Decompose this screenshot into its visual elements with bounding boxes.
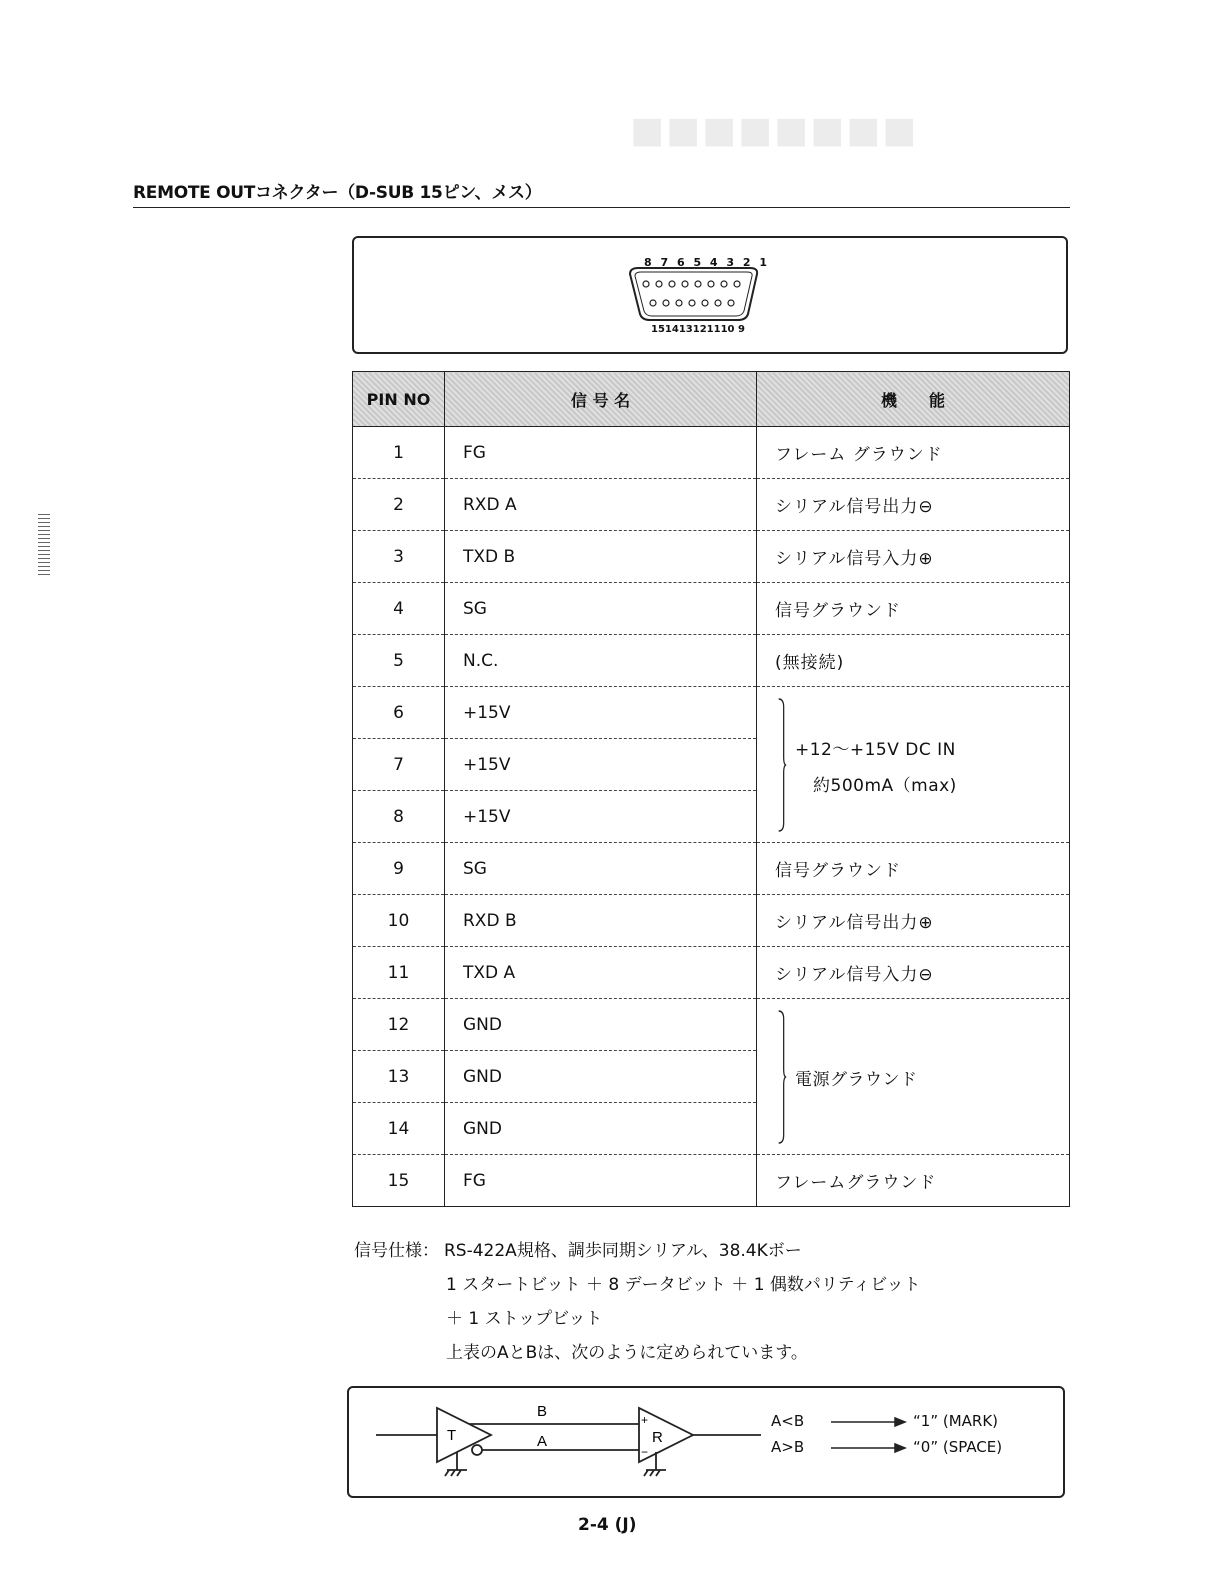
table-row [353, 687, 1070, 739]
spec-line-4: 上表のAとBは、次のように定められています。 [446, 1343, 808, 1363]
power-ground-group [757, 999, 1070, 1155]
function: シリアル信号出力⊖ [757, 479, 1070, 531]
power-input-group [757, 687, 1070, 843]
table-row [353, 1155, 1070, 1207]
spec-line-1: RS-422A規格、調歩同期シリアル、38.4Kボー [444, 1241, 802, 1261]
signal-name: RXD A [445, 479, 757, 531]
minus-input-label: − [641, 1445, 649, 1459]
margin-tick-marks [38, 514, 50, 576]
function: 信号グラウンド [757, 583, 1070, 635]
signal-name: GND [445, 1103, 757, 1155]
connector-top-pin-numbers: 8 7 6 5 4 3 2 1 [644, 256, 770, 269]
signal-name: RXD B [445, 895, 757, 947]
brace-icon [777, 1009, 787, 1145]
signal-name: GND [445, 1051, 757, 1103]
line-b-label: B [537, 1403, 548, 1420]
signal-name: +15V [445, 791, 757, 843]
signal-name: +15V [445, 739, 757, 791]
signal-name: TXD A [445, 947, 757, 999]
table-row [353, 843, 1070, 895]
driver-receiver-schematic [349, 1388, 769, 1498]
power-ground-label: 電源グラウンド [795, 1070, 918, 1090]
section-title: REMOTE OUTコネクター（D-SUB 15ピン、メス） [133, 183, 542, 203]
header-function: 機 能 [757, 372, 1070, 427]
function: シリアル信号入力⊖ [757, 947, 1070, 999]
function: シリアル信号出力⊕ [757, 895, 1070, 947]
pin-number: 3 [353, 531, 445, 583]
plus-input-label: + [641, 1413, 649, 1427]
signal-name: SG [445, 583, 757, 635]
page-number: 2-4 (J) [578, 1515, 637, 1535]
power-current-label: 約500mA（max) [813, 776, 957, 796]
table-header-row [353, 372, 1070, 427]
brace-icon [777, 697, 787, 833]
spec-label: 信号仕様： [354, 1241, 439, 1261]
pin-number: 13 [353, 1051, 445, 1103]
pin-number: 1 [353, 427, 445, 479]
table-row [353, 427, 1070, 479]
pin-number: 11 [353, 947, 445, 999]
signal-name: SG [445, 843, 757, 895]
signal-name: GND [445, 999, 757, 1051]
connector-bottom-pin-numbers: 151413121110 9 [651, 324, 745, 335]
pin-number: 2 [353, 479, 445, 531]
pin-number: 9 [353, 843, 445, 895]
table-row [353, 635, 1070, 687]
pin-number: 10 [353, 895, 445, 947]
receiver-label: R [652, 1429, 663, 1446]
connector-panel [352, 236, 1068, 354]
signal-name: +15V [445, 687, 757, 739]
line-a-label: A [537, 1433, 548, 1450]
legend-result-2: “0” (SPACE) [913, 1438, 1003, 1456]
pin-number: 7 [353, 739, 445, 791]
rs422-diagram [347, 1386, 1065, 1498]
table-row [353, 895, 1070, 947]
title-divider [133, 207, 1070, 208]
transmitter-icon [437, 1408, 491, 1462]
arrow-icons [829, 1412, 909, 1462]
signal-name: FG [445, 1155, 757, 1207]
pin-number: 6 [353, 687, 445, 739]
bleed-through-heading: ■■■■■■■■ [630, 110, 919, 151]
legend-condition-2: A>B [771, 1438, 805, 1456]
pin-number: 12 [353, 999, 445, 1051]
function: フレームグラウンド [757, 1155, 1070, 1207]
function: フレーム グラウンド [757, 427, 1070, 479]
signal-name: N.C. [445, 635, 757, 687]
header-pin-no: PIN NO [353, 372, 445, 427]
transmitter-label: T [447, 1427, 457, 1444]
function: 信号グラウンド [757, 843, 1070, 895]
table-row [353, 583, 1070, 635]
pin-number: 14 [353, 1103, 445, 1155]
signal-name: TXD B [445, 531, 757, 583]
header-signal: 信 号 名 [445, 372, 757, 427]
signal-name: FG [445, 427, 757, 479]
table-row [353, 531, 1070, 583]
legend-condition-1: A<B [771, 1412, 805, 1430]
function: シリアル信号入力⊕ [757, 531, 1070, 583]
spec-line-3: ＋ 1 ストップビット [446, 1309, 603, 1329]
spec-line-2: 1 スタートビット ＋ 8 データビット ＋ 1 偶数パリティビット [446, 1275, 921, 1295]
pin-assignment-table [352, 371, 1070, 1207]
pin-number: 4 [353, 583, 445, 635]
power-input-label: +12〜+15V DC IN [795, 740, 956, 760]
pin-number: 5 [353, 635, 445, 687]
table-row [353, 999, 1070, 1051]
function: (無接続) [757, 635, 1070, 687]
pin-number: 8 [353, 791, 445, 843]
pin-number: 15 [353, 1155, 445, 1207]
table-row [353, 479, 1070, 531]
legend-result-1: “1” (MARK) [913, 1412, 999, 1430]
table-row [353, 947, 1070, 999]
